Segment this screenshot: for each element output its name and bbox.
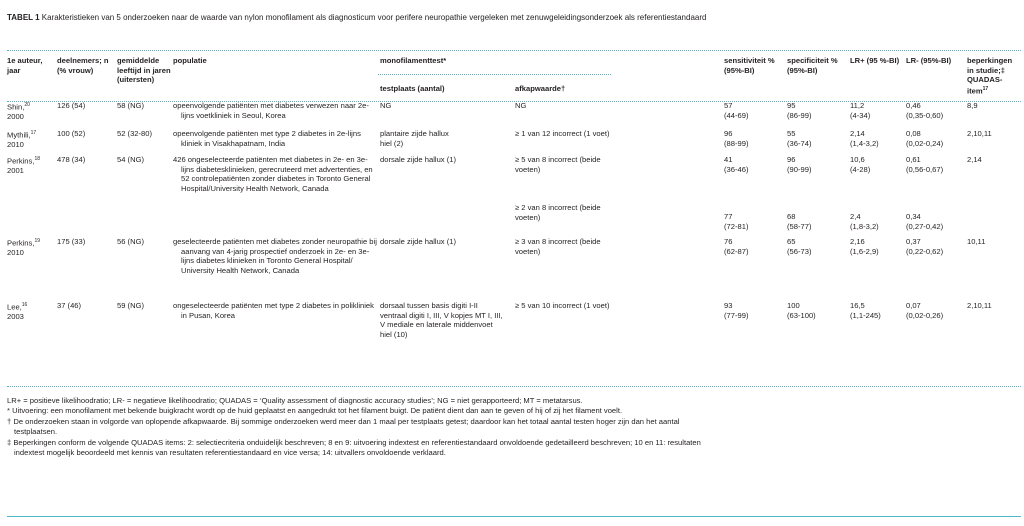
specificity-cell: 95 (86-99) — [787, 101, 812, 120]
table-row — [7, 101, 1021, 129]
table-row — [7, 237, 1021, 301]
age-cell: 59 (NG) — [117, 301, 145, 310]
col-population: populatie — [173, 56, 207, 65]
specificity-cell: 96 (90-99) 68 (58-77) — [787, 155, 812, 231]
specificity-cell: 65 (56-73) — [787, 237, 812, 256]
specificity-cell: 100 (63-100) — [787, 301, 816, 320]
col-monofilament — [380, 56, 724, 101]
lrminus-cell: 0,37 (0,22-0,62) — [906, 237, 944, 256]
table-bottom-rule — [7, 386, 1021, 387]
lrminus-cell: 0,61 (0,56-0,67) 0,34 (0,27-0,42) — [906, 155, 944, 231]
lrminus-cell: 0,07 (0,02-0,26) — [906, 301, 944, 320]
table-row — [7, 155, 1021, 237]
site-cell: NG — [380, 101, 392, 110]
participants-cell: 37 (46) — [57, 301, 82, 310]
age-cell: 52 (32-80) — [117, 129, 153, 138]
col-lrplus: LR+ (95 %-BI) — [850, 56, 900, 65]
site-cell: dorsale zijde hallux (1) — [380, 155, 456, 164]
cutoff-cell: NG — [515, 101, 527, 110]
top-rule — [7, 50, 1021, 51]
lrplus-cell: 11,2 (4-34) — [850, 101, 871, 120]
sensitivity-cell: 93 (77-99) — [724, 301, 749, 320]
participants-cell: 100 (52) — [57, 129, 86, 138]
population-cell: 426 ongeselecteerde patiënten met diabetes in 2e- en 3e-lijns diabetesklinieken, gerecruteerd met advertenties, en 52 controlepatiënten zonder diabetes in Toronto General Hospital/University Health Network, Canada — [173, 155, 373, 193]
limitations-cell: 2,10,11 — [967, 301, 992, 310]
cutoff-cell: ≥ 1 van 12 incorrect (1 voet) — [515, 129, 610, 138]
cutoff-cell: ≥ 3 van 8 incorrect (beide voeten) — [515, 237, 601, 256]
population-cell: ongeselecteerde patiënten met type 2 diabetes in polikliniek in Pusan, Korea — [173, 301, 374, 320]
age-cell: 58 (NG) — [117, 101, 145, 110]
table-row — [7, 301, 1021, 361]
age-cell: 54 (NG) — [117, 155, 145, 164]
population-cell: geselecteerde patiënten met diabetes zonder neuropathie bij aanvang van 4-jarig prospectief onderzoek in 2e- en 3e-lijns diabetes klinieken in Toronto General Hospital/ University Health Network, Canada — [173, 237, 377, 275]
footnote-star: * Uitvoering: een monofilament met bekende buigkracht wordt op de huid geplaatst en aangedrukt tot het filament buigt. De patiënt dient dan aan te geven of hij of zij het filament voelt. — [7, 406, 623, 416]
population-cell: opeenvolgende patiënten met diabetes verwezen naar 2e-lijns voetkliniek in Seoul, Korea — [173, 101, 369, 120]
col-cutoff: afkapwaarde† — [515, 84, 566, 93]
col-specificity: specificiteit % (95%-BI) — [787, 56, 838, 75]
col-limitations — [967, 56, 1021, 101]
col-participants: deelnemers; n (% vrouw) — [57, 56, 109, 75]
header-row — [7, 56, 1021, 101]
population-cell: opeenvolgende patiënten met type 2 diabetes in 2e-lijns kliniek in Visakhapatnam, India — [173, 129, 361, 148]
lrplus-cell: 2,16 (1,6-2,9) — [850, 237, 879, 256]
limitations-header: beperkingen in studie;‡ QUADAS-item — [967, 56, 1013, 96]
author-cell: Shin,$^{20}$ 2000 — [7, 102, 30, 122]
table-title — [7, 12, 937, 24]
cutoff-cell: ≥ 5 van 10 incorrect (1 voet) — [515, 301, 610, 310]
footnote-double-dagger: ‡ Beperkingen conform de volgende QUADAS items: 2: selectiecriteria onduidelijk beschreven; 8 en 9: uitvoering indextest en referentiestandaard onvoldoende gedetailleerd beschreven; 10 en 11: resultaten indextest mogelijk beoordeeld met kennis van resultaten referentiestandaard en vice versa; 14: uitvallers onvoldoende verklaard. — [7, 437, 701, 458]
sensitivity-cell: 96 (88-99) — [724, 129, 749, 148]
participants-cell: 175 (33) — [57, 237, 86, 246]
limitations-cell: 8,9 — [967, 101, 978, 110]
author-cell: Perkins,$^{19}$ 2010 — [7, 238, 40, 258]
bottom-rule — [7, 516, 1021, 517]
col-age: gemiddelde leeftijd in jaren (uitersten) — [117, 56, 171, 85]
specificity-cell: 55 (36-74) — [787, 129, 812, 148]
monofilament-header: monofilamenttest* — [380, 56, 447, 65]
cutoff-cell: ≥ 5 van 8 incorrect (beide voeten) ≥ 2 van 8 incorrect (beide voeten) — [515, 155, 601, 222]
site-cell: plantaire zijde hallux hiel (2) — [380, 129, 449, 148]
table-label: TABEL 1 — [7, 12, 40, 22]
lrplus-cell: 16,5 (1,1-245) — [850, 301, 881, 320]
col-author: 1e auteur, jaar — [7, 56, 43, 75]
table-row — [7, 129, 1021, 155]
col-sensitivity: sensitiviteit % (95%-BI) — [724, 56, 775, 75]
lrplus-cell: 2,14 (1,4-3,2) — [850, 129, 879, 148]
site-cell: dorsaal tussen basis digiti I-II ventraal digiti I, III, V kopjes MT I, III, V mediale en laterale middenvoet hiel (10) — [380, 301, 503, 339]
sensitivity-cell: 76 (62-87) — [724, 237, 749, 256]
participants-cell: 478 (34) — [57, 155, 86, 164]
table-footnotes — [7, 396, 707, 458]
author-cell: Perkins,$^{18}$ 2001 — [7, 156, 40, 176]
col-site: testplaats (aantal) — [380, 84, 445, 93]
limitations-ref: 17 — [982, 85, 989, 92]
abbreviations-note: LR+ = positieve likelihoodratio; LR- = negatieve likelihoodratio; QUADAS = ‘Quality assessment of diagnostic accuracy studies’; NG = niet gerapporteerd; MT = metatarsus. — [7, 396, 583, 405]
author-cell: Mythili,$^{17}$ 2010 — [7, 130, 37, 150]
footnote-dagger: † De onderzoeken staan in volgorde van oplopende afkapwaarde. Bij sommige onderzoeken werd meer dan 1 maal per testplaats getest; daardoor kan het totaal aantal testen hoger zijn dan het aantal testplaatsen. — [7, 416, 680, 437]
sensitivity-cell: 41 (36-46) 77 (72-81) — [724, 155, 749, 231]
limitations-cell: 2,10,11 — [967, 129, 992, 138]
lrminus-cell: 0,46 (0,35-0,60) — [906, 101, 944, 120]
limitations-cell: 2,14 — [967, 155, 982, 164]
participants-cell: 126 (54) — [57, 101, 86, 110]
site-cell: dorsale zijde hallux (1) — [380, 237, 456, 246]
lrminus-cell: 0,08 (0,02-0,24) — [906, 129, 944, 148]
sensitivity-cell: 57 (44-69) — [724, 101, 749, 120]
lrplus-cell: 10,6 (4-28) 2,4 (1,8-3,2) — [850, 155, 879, 231]
results-table — [7, 56, 1021, 361]
table-caption: Karakteristieken van 5 onderzoeken naar de waarde van nylon monofilament als diagnosticum voor perifere neuropathie vergeleken met zenuwgeleidingsonderzoek als referentiestandaard — [41, 12, 707, 22]
age-cell: 56 (NG) — [117, 237, 145, 246]
col-lrminus: LR- (95%-BI) — [906, 56, 952, 65]
limitations-cell: 10,11 — [967, 237, 986, 246]
author-cell: Lee,$^{16}$ 2003 — [7, 302, 28, 322]
